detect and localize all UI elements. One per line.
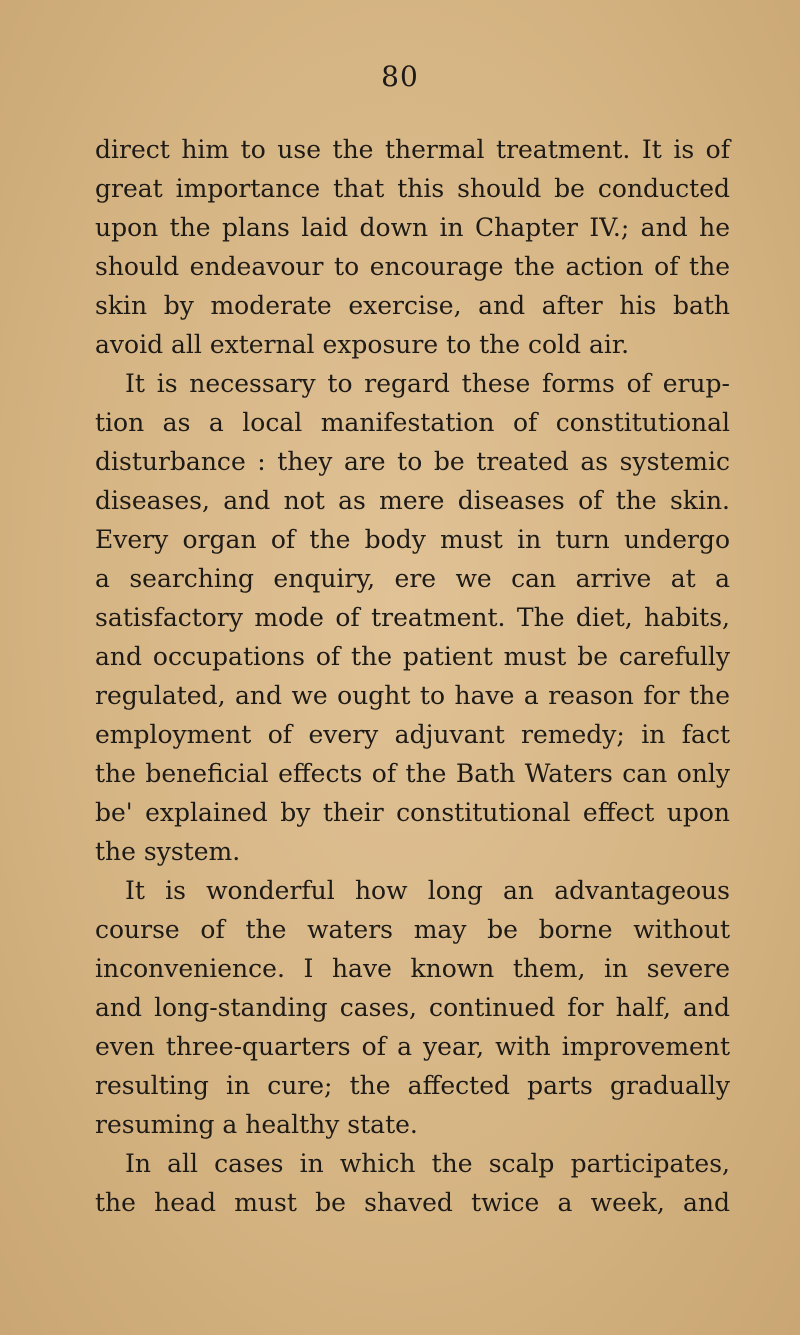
text-line: It is necessary to regard these forms of erup-	[125, 369, 730, 398]
text-line: even three-quarters of a year, with improvement	[95, 1032, 730, 1061]
text-line: disturbance : they are to be treated as systemic	[95, 447, 730, 476]
text-line: the system.	[95, 837, 241, 866]
text-line: and occupations of the patient must be carefully	[95, 642, 730, 671]
text-line: upon the plans laid down in Chapter IV.; and he	[95, 213, 730, 242]
text-line: a searching enquiry, ere we can arrive at a	[95, 564, 730, 593]
text-line: great importance that this should be conducted	[95, 174, 730, 203]
text-line: skin by moderate exercise, and after his bath	[95, 291, 730, 320]
text-line: course of the waters may be borne without	[95, 915, 730, 944]
text-line: satisfactory mode of treatment. The diet, habits,	[95, 603, 730, 632]
text-line: be' explained by their constitutional effect upon	[95, 798, 730, 827]
text-line: the head must be shaved twice a week, and	[95, 1188, 730, 1217]
text-line: direct him to use the thermal treatment. It is of	[95, 135, 730, 164]
text-line: and long-standing cases, continued for half, and	[95, 993, 730, 1022]
text-line: avoid all external exposure to the cold air.	[95, 330, 630, 359]
text-line: In all cases in which the scalp participates,	[125, 1149, 730, 1178]
text-line: regulated, and we ought to have a reason for the	[95, 681, 730, 710]
page-number: 80	[381, 60, 419, 93]
text-line: employment of every adjuvant remedy; in fact	[95, 720, 730, 749]
text-line: should endeavour to encourage the action of the	[95, 252, 730, 281]
text-line: resuming a healthy state.	[95, 1110, 418, 1139]
text-line: Every organ of the body must in turn undergo	[95, 525, 730, 554]
text-line: It is wonderful how long an advantageous	[125, 876, 730, 905]
body-text	[95, 130, 730, 1222]
text-line: resulting in cure; the affected parts gradually	[95, 1071, 730, 1100]
text-line: inconvenience. I have known them, in severe	[95, 954, 730, 983]
text-line: tion as a local manifestation of constitutional	[95, 408, 730, 437]
text-line: diseases, and not as mere diseases of the skin.	[95, 486, 730, 515]
text-line: the beneficial effects of the Bath Waters can only	[95, 759, 730, 788]
